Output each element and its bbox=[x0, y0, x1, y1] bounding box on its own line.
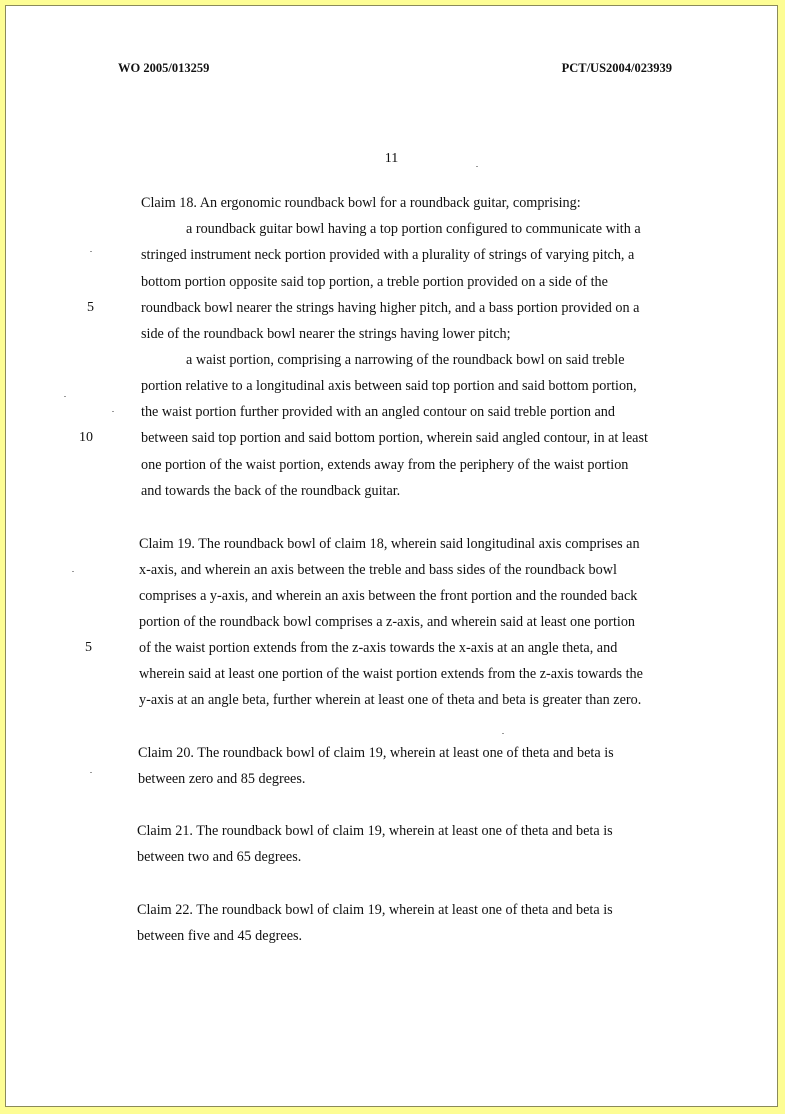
claim-line: the waist portion further provided with an angled contour on said treble portion and bbox=[141, 404, 615, 420]
claim-line: of the waist portion extends from the z-axis towards the x-axis at an angle theta, and bbox=[139, 640, 618, 656]
claim-line: between five and 45 degrees. bbox=[137, 928, 303, 944]
claim-line: between said top portion and said bottom portion, wherein said angled contour, in at least bbox=[141, 430, 648, 446]
scan-speck bbox=[72, 571, 74, 572]
line-number: 5 bbox=[87, 300, 94, 315]
claim-line: Claim 19. The roundback bowl of claim 18, wherein said longitudinal axis comprises an bbox=[139, 536, 640, 552]
claim-line: between zero and 85 degrees. bbox=[138, 771, 306, 787]
claim-line: comprises a y-axis, and wherein an axis between the front portion and the rounded back bbox=[139, 588, 638, 604]
claim-line: portion relative to a longitudinal axis between said top portion and said bottom portion, bbox=[141, 378, 637, 394]
claim-line: side of the roundback bowl nearer the strings having lower pitch; bbox=[141, 326, 511, 342]
application-number: PCT/US2004/023939 bbox=[561, 61, 672, 75]
claim-line: Claim 22. The roundback bowl of claim 19, wherein at least one of theta and beta is bbox=[137, 902, 613, 918]
claim-line: a waist portion, comprising a narrowing of the roundback bowl on said treble bbox=[186, 352, 625, 368]
claim-line: a roundback guitar bowl having a top portion configured to communicate with a bbox=[186, 221, 641, 237]
claim-line: Claim 18. An ergonomic roundback bowl for a roundback guitar, comprising: bbox=[141, 195, 581, 211]
scan-speck bbox=[90, 772, 92, 773]
claim-line: bottom portion opposite said top portion, a treble portion provided on a side of the bbox=[141, 274, 608, 290]
scan-speck bbox=[90, 251, 92, 252]
page-number: 11 bbox=[384, 151, 399, 166]
scan-speck bbox=[112, 411, 114, 412]
publication-number: WO 2005/013259 bbox=[118, 61, 210, 75]
claim-line: Claim 20. The roundback bowl of claim 19, wherein at least one of theta and beta is bbox=[138, 745, 614, 761]
line-number: 5 bbox=[85, 640, 92, 655]
claim-line: y-axis at an angle beta, further wherein at least one of theta and beta is greater than zero. bbox=[139, 692, 642, 708]
claim-line: and towards the back of the roundback guitar. bbox=[141, 483, 401, 499]
claim-line: one portion of the waist portion, extends away from the periphery of the waist portion bbox=[141, 457, 629, 473]
claim-line: roundback bowl nearer the strings having higher pitch, and a bass portion provided on a bbox=[141, 300, 640, 316]
scan-speck bbox=[502, 733, 504, 734]
scan-speck bbox=[476, 166, 478, 167]
claim-line: wherein said at least one portion of the waist portion extends from the z-axis towards the bbox=[139, 666, 643, 682]
claim-line: Claim 21. The roundback bowl of claim 19, wherein at least one of theta and beta is bbox=[137, 823, 613, 839]
claim-line: x-axis, and wherein an axis between the treble and bass sides of the roundback bowl bbox=[139, 562, 617, 578]
claim-line: portion of the roundback bowl comprises a z-axis, and wherein said at least one portion bbox=[139, 614, 636, 630]
document-page bbox=[5, 5, 778, 1107]
claim-line: stringed instrument neck portion provided with a plurality of strings of varying pitch, a bbox=[141, 247, 635, 263]
claim-line: between two and 65 degrees. bbox=[137, 849, 302, 865]
scan-speck bbox=[64, 396, 66, 397]
line-number: 10 bbox=[79, 430, 93, 445]
